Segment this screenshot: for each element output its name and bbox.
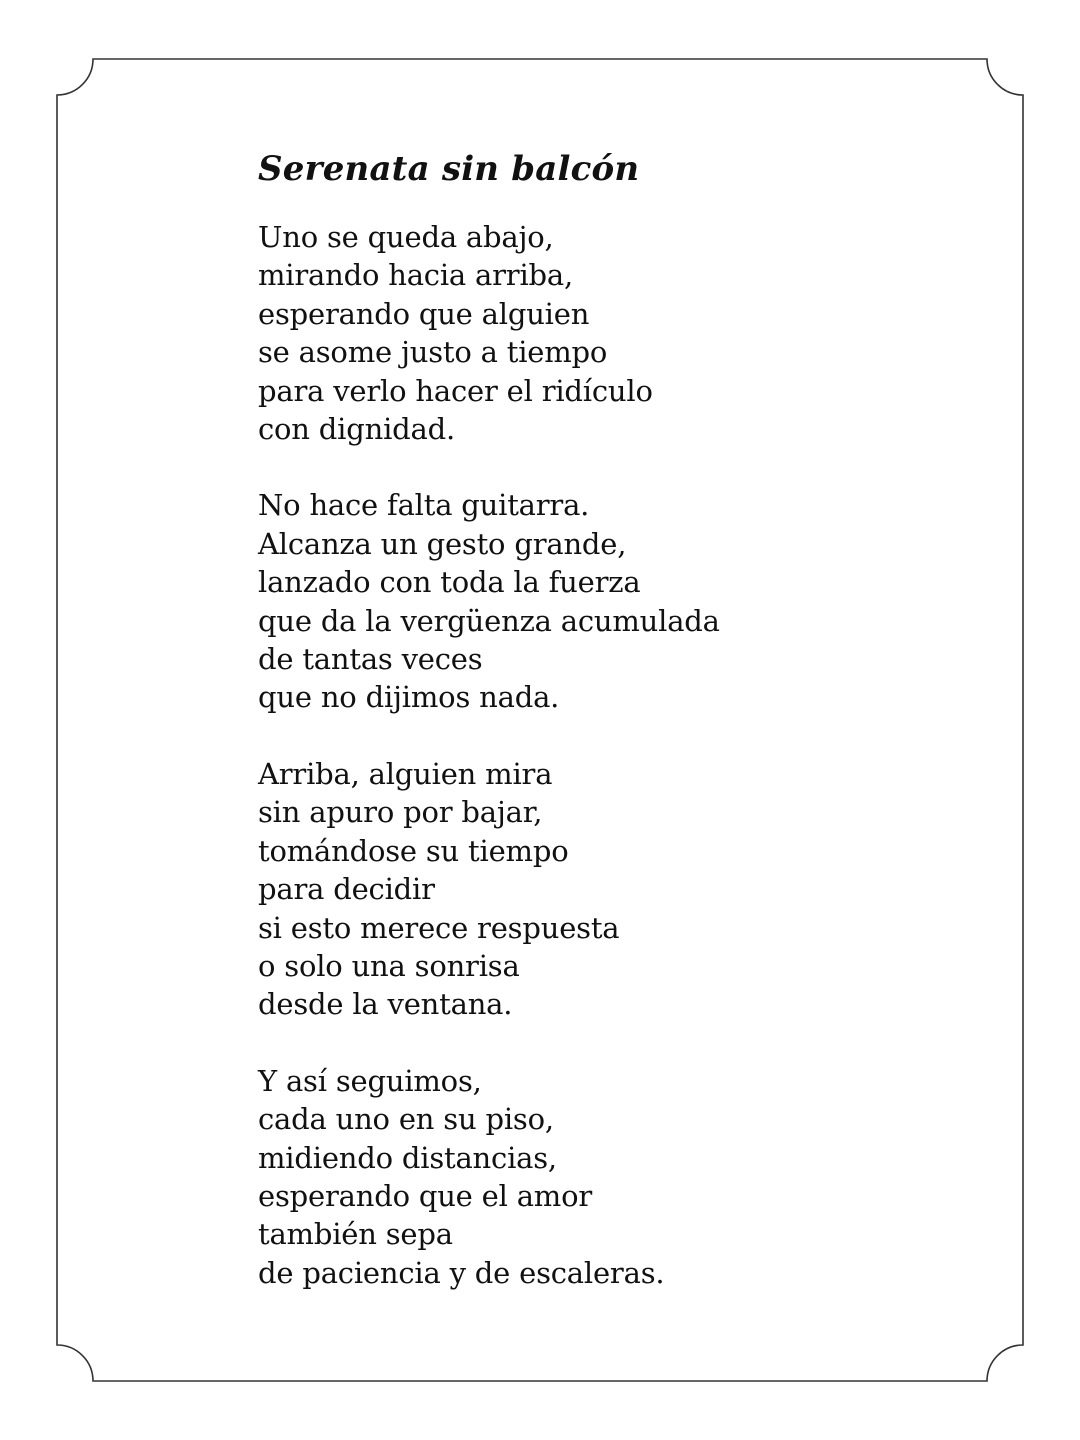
poem [258,146,978,1330]
poem-line: de tantas veces [258,642,483,677]
poem-line: o solo una sonrisa [258,948,520,983]
stanza-2 [258,486,978,716]
poem-line: sin apuro por bajar, [258,795,543,830]
poem-line: desde la ventana. [258,987,513,1022]
poem-line: Y así seguimos, [258,1063,482,1098]
poem-line: también sepa [258,1217,453,1252]
poem-line: que da la vergüenza acumulada [258,603,720,638]
poem-line: lanzado con toda la fuerza [258,565,641,600]
poem-line: si esto merece respuesta [258,910,620,945]
poem-line: midiendo distancias, [258,1140,557,1175]
poem-line: Uno se queda abajo, [258,220,554,254]
poem-line: con dignidad. [258,412,455,447]
poem-line: tomándose su tiempo [258,833,569,868]
stanza-4 [258,1062,978,1292]
poem-line: Arriba, alguien mira [258,756,553,791]
poem-line: para decidir [258,872,435,907]
poem-title: Serenata sin balcón [258,149,640,189]
stanza-1 [258,218,978,448]
poem-line: esperando que el amor [258,1178,593,1213]
poem-line: esperando que alguien [258,296,590,331]
poem-line: se asome justo a tiempo [258,335,608,370]
stanza-3 [258,755,978,1024]
poem-line: de paciencia y de escaleras. [258,1255,665,1290]
poem-line: Alcanza un gesto grande, [258,526,627,561]
poem-line: para verlo hacer el ridículo [258,373,653,408]
poem-line: que no dijimos nada. [258,680,560,715]
poem-line: mirando hacia arriba, [258,258,573,293]
poem-line: cada uno en su piso, [258,1102,554,1137]
poem-line: No hace falta guitarra. [258,488,590,523]
